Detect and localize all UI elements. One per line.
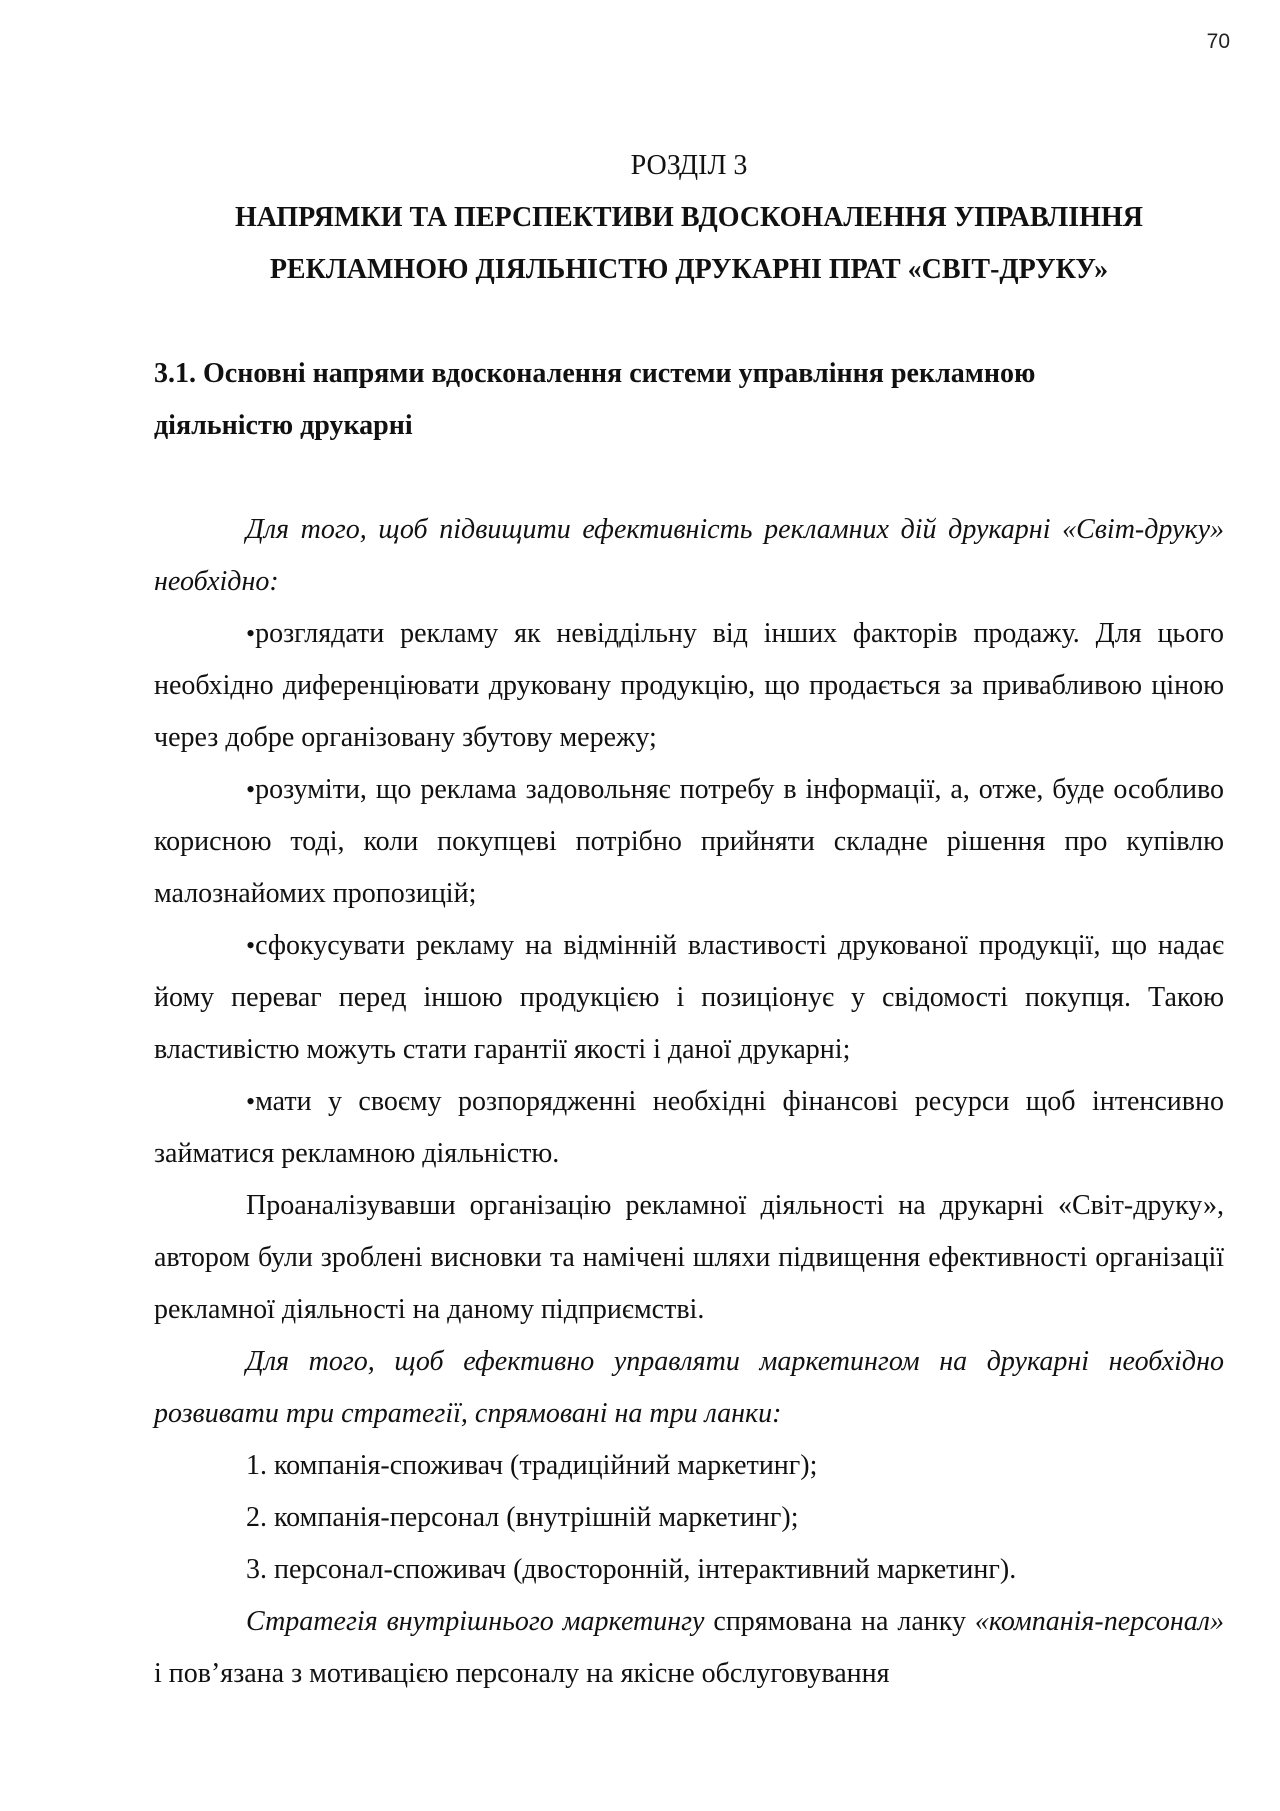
- chapter-title-line-2: РЕКЛАМНОЮ ДІЯЛЬНІСТЮ ДРУКАРНІ ПРАТ «СВІТ-ДРУКУ»: [269, 254, 1109, 285]
- bullet-item: [154, 608, 1224, 764]
- intro-paragraph: Для того, щоб підвищити ефективність рекламних дій друкарні «Світ-друку» необхідно:: [154, 514, 1224, 597]
- bullet-icon: •: [246, 619, 256, 648]
- bullet-icon: •: [246, 931, 256, 960]
- link-term: «компанія-персонал»: [974, 1606, 1224, 1637]
- bullet-item: [154, 764, 1224, 920]
- final-text-middle: спрямована на ланку: [704, 1606, 975, 1637]
- bullet-icon: •: [246, 1087, 256, 1116]
- list-item: 3. персонал-споживач (двосторонній, інтерактивний маркетинг).: [246, 1554, 1017, 1585]
- chapter-label: РОЗДІЛ 3: [630, 150, 748, 181]
- document-body: [154, 140, 1224, 1700]
- list-item: 2. компанія-персонал (внутрішній маркетинг);: [246, 1502, 799, 1533]
- final-text-rest: і пов’язана з мотивацією персоналу на якісне обслуговування: [154, 1658, 890, 1689]
- analysis-paragraph: Проаналізувавши організацію рекламної діяльності на друкарні «Світ-друку», автором були зроблені висновки та намічені шляхи підвищення ефективності організації рекламної діяльності на даному підприємстві.: [154, 1190, 1224, 1325]
- section-title-line-2: діяльністю друкарні: [154, 410, 413, 441]
- bullet-text: розуміти, що реклама задовольняє потребу в інформації, а, отже, буде особливо корисною тоді, коли покупцеві потрібно прийняти складне рішення про купівлю малознайомих пропозицій;: [154, 774, 1224, 909]
- page-number: 70: [1206, 30, 1230, 53]
- bullet-text: мати у своєму розпорядженні необхідні фінансові ресурси щоб інтенсивно займатися рекламною діяльністю.: [154, 1086, 1224, 1169]
- chapter-title-line-1: НАПРЯМКИ ТА ПЕРСПЕКТИВИ ВДОСКОНАЛЕННЯ УПРАВЛІННЯ: [235, 202, 1143, 233]
- bullet-icon: •: [246, 775, 256, 804]
- bullet-text: розглядати рекламу як невіддільну від інших факторів продажу. Для цього необхідно диференціювати друковану продукцію, що продається за привабливою ціною через добре організовану збутову мережу;: [154, 618, 1224, 753]
- strategies-intro-paragraph: Для того, щоб ефективно управляти маркетингом на друкарні необхідно розвивати три стратегії, спрямовані на три ланки:: [154, 1346, 1224, 1429]
- bullet-item: [154, 1076, 1224, 1180]
- list-item: 1. компанія-споживач (традиційний маркетинг);: [246, 1450, 818, 1481]
- section-title-line-1: 3.1. Основні напрями вдосконалення системи управління рекламною: [154, 358, 1036, 389]
- final-paragraph: [154, 1596, 1224, 1700]
- bullet-item: [154, 920, 1224, 1076]
- bullet-text: сфокусувати рекламу на відмінній властивості друкованої продукції, що надає йому переваг перед іншою продукцією і позиціонує у свідомості покупця. Такою властивістю можуть стати гарантії якості і даної друкарні;: [154, 930, 1224, 1065]
- strategy-term: Стратегія внутрішнього маркетингу: [246, 1606, 705, 1637]
